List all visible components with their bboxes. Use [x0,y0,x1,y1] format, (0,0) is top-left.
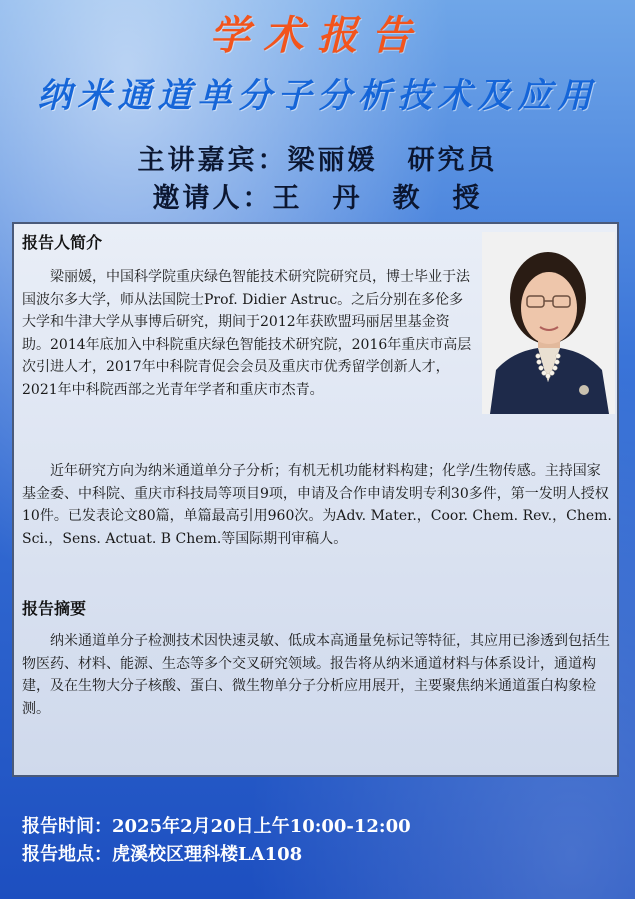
bio-paragraph-1: 梁丽媛，中国科学院重庆绿色智能技术研究院研究员，博士毕业于法国波尔多大学，师从法国院士Prof. Didier Astruc。之后分别在多伦多大学和牛津大学从事博后研究，期间于2012年获欧盟玛丽居里基金资助。2014年底加入中科院重庆绿色智能技术研究院，2016年重庆市高层次引进人才，2017年中科院青促会会员及重庆市优秀留学创新人才，2021年中科院西部之光青年学者和重庆市杰青。 [22,269,472,398]
talk-time: 报告时间：2025年2月20日上午10:00-12:00 [22,816,411,837]
abstract-text: 纳米通道单分子检测技术因快速灵敏、低成本高通量免标记等特征，其应用已渗透到包括生物医药、材料、能源、生态等多个交叉研究领域。报告将从纳米通道材料与体系设计，通道构建，及在生物大分子核酸、蛋白、微生物单分子分析应用展开，主要聚焦纳米通道蛋白构象检测。 [22,633,610,717]
speaker-portrait-image [482,232,615,414]
talk-title: 纳米通道单分子分析技术及应用 [37,76,598,116]
poster-title: 学术报告 [209,12,426,59]
speaker-line: 主讲嘉宾：梁丽媛 研究员 [137,145,498,176]
inviter-line: 邀请人：王 丹 教 授 [152,183,483,214]
talk-location: 报告地点：虎溪校区理科楼LA108 [22,844,303,865]
bio-heading: 报告人简介 [22,233,103,252]
bio-paragraph-2: 近年研究方向为纳米通道单分子分析；有机无机功能材料构建；化学/生物传感。主持国家基金委、中科院、重庆市科技局等项目9项，申请及合作申请发明专利30多件，第一发明人授权10件。已发表论文80篇，单篇最高引用960次。为Adv. Mater.，Coor. Chem. Rev.，Chem. Sci.，Sens. Actuat. B Chem.等国际期刊审稿人。 [22,463,612,547]
speaker-photo [482,232,615,414]
abstract-heading: 报告摘要 [22,599,87,618]
content-panel [12,222,619,777]
